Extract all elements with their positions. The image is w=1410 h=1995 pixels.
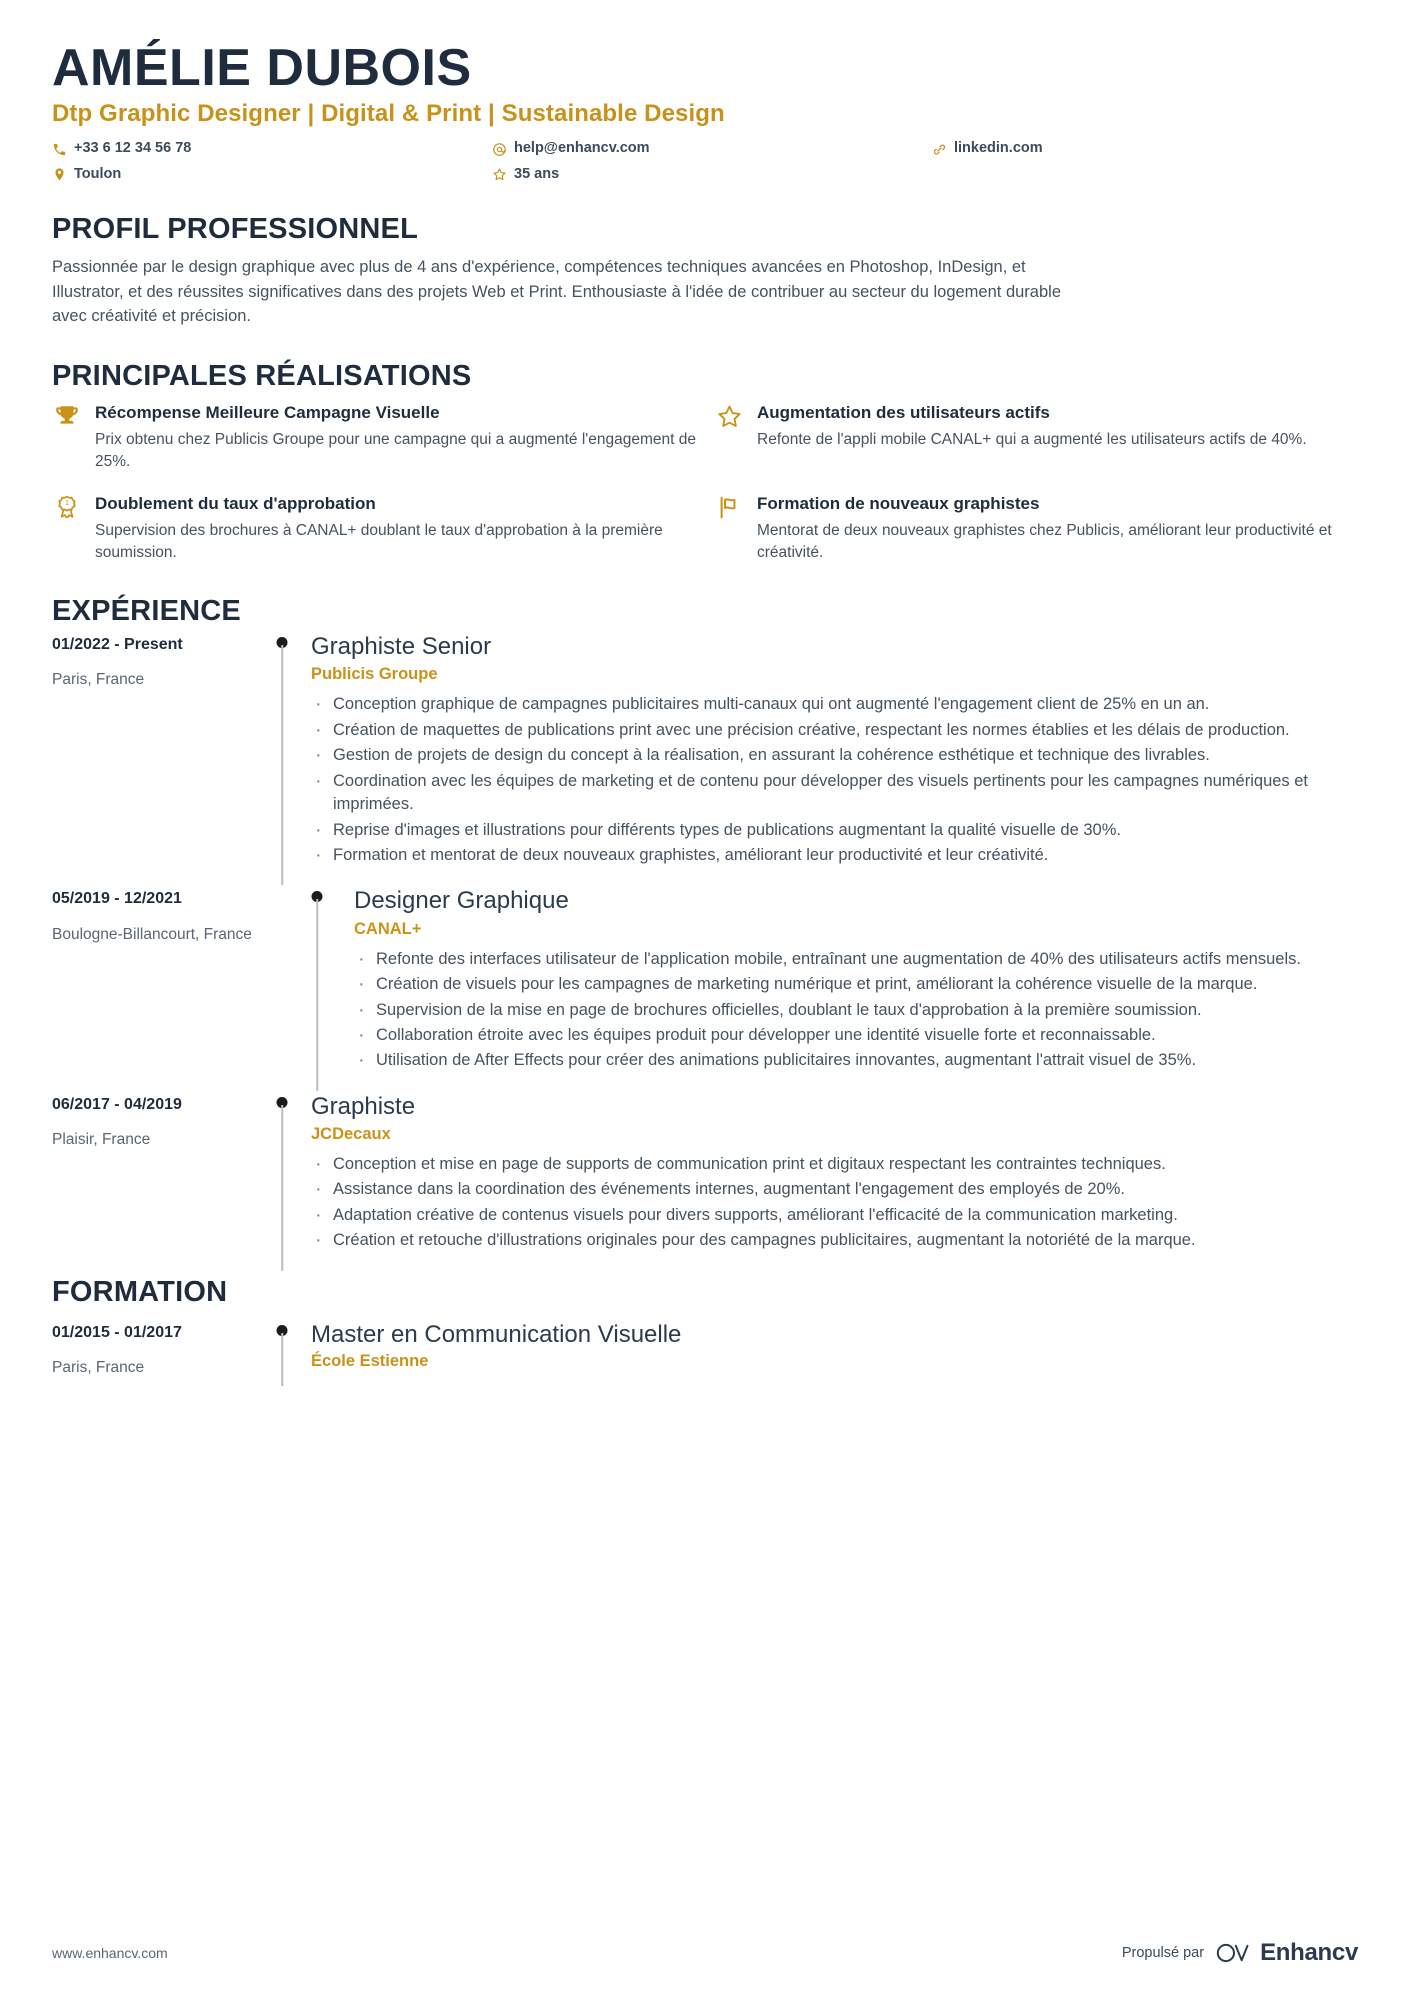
achievement-title: Doublement du taux d'approbation: [95, 494, 376, 514]
enhancv-wordmark: Enhancv: [1260, 1939, 1358, 1966]
experience-bullets: [311, 693, 1358, 867]
experience-role: Graphiste: [311, 1092, 416, 1120]
education-location: Paris, France: [52, 1358, 145, 1376]
experience-company: Publicis Groupe: [311, 665, 438, 684]
experience-content: [297, 631, 1358, 885]
experience-bullet: · Création et retouche d'illustrations originales pour des campagnes publicitaires, augmentant la notoriété de la marque.: [311, 1229, 1358, 1252]
experience-bullet: · Création de maquettes de publications print avec une précision créative, respectant les normes établies et les délais de production.: [311, 719, 1358, 742]
footer-branding: [1122, 1939, 1358, 1967]
experience-bullet: · Utilisation de After Effects pour créer des animations publicitaires innovantes, augmentant l'attrait visuel de 35%.: [354, 1049, 1358, 1072]
experience-meta: [52, 1091, 267, 1271]
footer-powered-label: Propulsé par: [1121, 1945, 1205, 1961]
timeline-line: [316, 899, 318, 1090]
location-icon: [52, 167, 67, 182]
experience-location: Paris, France: [52, 671, 145, 689]
achievement-title: Récompense Meilleure Campagne Visuelle: [95, 403, 440, 423]
experience-content: [332, 885, 1358, 1090]
contact-age: [492, 164, 932, 186]
experience-meta: [52, 631, 267, 885]
education-school: École Estienne: [311, 1351, 429, 1370]
achievement-item: [52, 402, 696, 473]
flag-icon: [714, 493, 744, 523]
experience-company: CANAL+: [354, 919, 422, 938]
award-ribbon-icon: [52, 493, 82, 523]
experience-bullet: · Assistance dans la coordination des événements internes, augmentant l'engagement des employés de 20%.: [311, 1178, 1358, 1201]
experience-entry: [52, 885, 1358, 1090]
contact-email-text: help@enhancv.com: [514, 140, 650, 157]
contact-details: [52, 138, 1358, 186]
experience-bullets: [354, 948, 1358, 1073]
section-education: [52, 1275, 1358, 1386]
timeline-line: [281, 645, 283, 885]
email-icon: [492, 142, 507, 157]
experience-content: [297, 1091, 1358, 1271]
experience-bullet: · Supervision de la mise en page de brochures officielles, doublant le taux d'approbation à la première soumission.: [354, 999, 1358, 1022]
achievement-desc: Supervision des brochures à CANAL+ doublant le taux d'approbation à la première soumission.: [95, 522, 663, 562]
footer-website[interactable]: www.enhancv.com: [52, 1945, 168, 1961]
experience-bullet: · Refonte des interfaces utilisateur de l'application mobile, entraînant une augmentation de 40% des utilisateurs actifs mensuels.: [354, 948, 1358, 971]
svg-text:1: 1: [65, 500, 69, 508]
experience-date: 06/2017 - 04/2019: [52, 1095, 182, 1113]
candidate-headline: Dtp Graphic Designer | Digital & Print | Sustainable Design: [52, 100, 725, 128]
section-title-education: FORMATION: [52, 1275, 228, 1308]
achievement-desc: Refonte de l'appli mobile CANAL+ qui a augmenté les utilisateurs actifs de 40%.: [757, 431, 1307, 449]
contact-phone-text: +33 6 12 34 56 78: [74, 140, 192, 157]
timeline-rail: [267, 1319, 297, 1386]
section-title-experience: EXPÉRIENCE: [52, 595, 241, 628]
experience-bullet: · Conception et mise en page de supports de communication print et digitaux respectant les contraintes techniques.: [311, 1153, 1358, 1176]
contact-location-text: Toulon: [74, 165, 122, 182]
contact-linkedin[interactable]: [932, 138, 1358, 160]
experience-bullet: · Coordination avec les équipes de marketing et de contenu pour développer des visuels pertinents pour les campagnes numériques et imprimées.: [311, 770, 1358, 817]
experience-entry: [52, 631, 1358, 885]
trophy-icon: [52, 402, 82, 432]
timeline-rail: [267, 1091, 297, 1271]
section-profile: [52, 212, 1358, 329]
contact-linkedin-text: linkedin.com: [954, 140, 1043, 157]
experience-bullet: · Gestion de projets de design du concept à la réalisation, en assurant la cohérence esthétique et technique des livrables.: [311, 744, 1358, 767]
achievements-grid: [52, 402, 1358, 564]
section-experience: [52, 594, 1358, 1270]
experience-company: JCDecaux: [311, 1124, 391, 1143]
achievement-item: [52, 493, 696, 564]
experience-role: Designer Graphique: [354, 887, 569, 915]
education-date: 01/2015 - 01/2017: [52, 1323, 182, 1341]
star-outline-icon: [714, 402, 744, 432]
experience-bullet: · Création de visuels pour les campagnes de marketing numérique et print, améliorant la cohérence visuelle de la marque.: [354, 973, 1358, 996]
achievement-title: Augmentation des utilisateurs actifs: [757, 403, 1050, 423]
candidate-name: AMÉLIE DUBOIS: [52, 39, 472, 97]
experience-bullet: · Reprise d'images et illustrations pour différents types de publications augmentant la qualité visuelle de 30%.: [311, 819, 1358, 842]
timeline-line: [281, 1333, 283, 1386]
contact-age-text: 35 ans: [514, 165, 560, 182]
experience-bullets: [311, 1153, 1358, 1253]
enhancv-logo[interactable]: [1216, 1939, 1358, 1967]
experience-bullet: · Conception graphique de campagnes publicitaires multi-canaux qui ont augmenté l'engagement client de 25% en un an.: [311, 693, 1358, 716]
education-content: [297, 1319, 1358, 1386]
timeline-line: [281, 1105, 283, 1271]
achievement-item: [714, 402, 1358, 473]
experience-bullet: · Collaboration étroite avec les équipes produit pour développer une identité visuelle forte et reconnaissable.: [354, 1024, 1358, 1047]
experience-bullet: · Adaptation créative de contenus visuels pour divers supports, améliorant l'efficacité de la communication marketing.: [311, 1204, 1358, 1227]
education-degree: Master en Communication Visuelle: [311, 1320, 682, 1348]
experience-bullet: · Formation et mentorat de deux nouveaux graphistes, améliorant leur productivité et leur créativité.: [311, 844, 1358, 867]
experience-role: Graphiste Senior: [311, 633, 492, 661]
experience-entry: [52, 1091, 1358, 1271]
education-meta: [52, 1319, 267, 1386]
profile-summary-text: Passionnée par le design graphique avec plus de 4 ans d'expérience, compétences techniques avancées en Photoshop, InDesign, et Illustrator, et des réussites significatives dans des projets Web et Print. Enthousiaste à l'idée de contribuer au secteur du logement durable avec créativité et précision.: [52, 258, 1061, 326]
enhancv-mark-icon: [1216, 1941, 1252, 1965]
achievement-item: [714, 493, 1358, 564]
achievement-title: Formation de nouveaux graphistes: [757, 494, 1040, 514]
achievement-desc: Mentorat de deux nouveaux graphistes chez Publicis, améliorant leur productivité et créativité.: [757, 522, 1332, 562]
section-title-achievements: PRINCIPALES RÉALISATIONS: [52, 359, 472, 392]
experience-date: 01/2022 - Present: [52, 636, 183, 654]
timeline-rail: [302, 885, 332, 1090]
experience-location: Plaisir, France: [52, 1130, 151, 1148]
timeline-rail: [267, 631, 297, 885]
contact-location: [52, 164, 492, 186]
section-achievements: [52, 359, 1358, 565]
education-entry: [52, 1319, 1358, 1386]
contact-phone[interactable]: [52, 138, 492, 160]
page-footer: [52, 1939, 1358, 1967]
experience-date: 05/2019 - 12/2021: [52, 890, 182, 908]
section-title-profile: PROFIL PROFESSIONNEL: [52, 212, 419, 245]
contact-email[interactable]: [492, 138, 932, 160]
experience-location: Boulogne-Billancourt, France: [52, 925, 252, 943]
resume-header: [52, 40, 1358, 186]
experience-meta: [52, 885, 302, 1090]
achievement-desc: Prix obtenu chez Publicis Groupe pour une campagne qui a augmenté l'engagement de 25%.: [95, 431, 696, 471]
link-icon: [932, 142, 947, 157]
star-icon: [492, 167, 507, 182]
phone-icon: [52, 142, 67, 157]
